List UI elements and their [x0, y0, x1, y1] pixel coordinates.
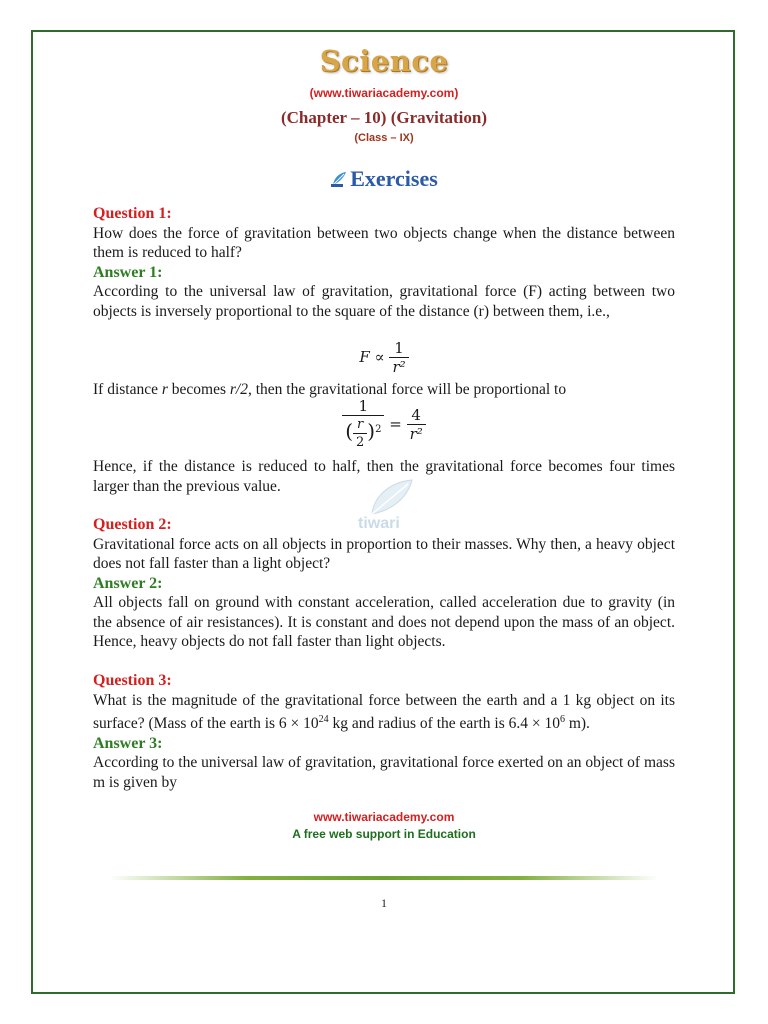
question-2-label: Question 2: [93, 516, 172, 533]
formula-2-denominator: ( $\frac{r}{2}$ )$^2$ [345, 417, 382, 450]
text-fragment: , then the gravitational force will be proportional to [247, 381, 567, 398]
var-r: r [161, 381, 168, 398]
answer-1-continuation [93, 380, 675, 400]
formula-2-inner-fraction [353, 416, 367, 452]
formula-2-rhs-denominator: r² [409, 425, 423, 443]
answer-3-label: Answer 3: [93, 734, 163, 752]
tiwari-logo-icon [330, 168, 348, 194]
text-fragment: becomes [167, 381, 230, 398]
footer-tagline: A free web support in Education [292, 827, 476, 841]
text-fragment: If distance [93, 381, 162, 398]
formula-2-rhs-numerator: 4 [407, 407, 426, 425]
section-heading-text: Exercises [350, 166, 438, 191]
question-1-label: Question 1: [93, 205, 172, 222]
header-url: (www.tiwariacademy.com) [309, 86, 459, 100]
inner-den: 2 [356, 435, 365, 450]
footer-divider [110, 876, 658, 880]
footer-url[interactable]: www.tiwariacademy.com [313, 810, 455, 824]
formula-2-numerator: 1 [342, 398, 384, 416]
question-3-text [93, 691, 675, 734]
answer-2-text: All objects fall on ground with constant acceleration, called acceleration due to gravity (in the absence of air resistances). It is constant and does not depend upon the mass of an object. Hence, heavy objects do not fall faster than light objects. [93, 594, 675, 650]
page-number: 1 [381, 896, 387, 910]
page-title: Science [319, 44, 449, 78]
formula-1-denominator: r² [392, 358, 406, 376]
answer-2-label: Answer 2: [93, 574, 163, 592]
text-fragment: kg and radius of the earth is 6.4 × 10 [328, 715, 560, 733]
formula-1-fraction [389, 340, 408, 376]
answer-3-text: According to the universal law of gravitation, gravitational force exerted on an object of mass m is given by [93, 754, 675, 791]
answer-1-label: Answer 1: [93, 263, 163, 281]
question-3-block [93, 671, 675, 792]
text-fragment: What is the magnitude of the gravitational force between the earth and a 1 kg object on its surface? (Mass of the earth is 6 × 10 [93, 691, 675, 733]
formula-2-equals: = [389, 415, 402, 433]
exponent: 24 [318, 714, 329, 725]
answer-1-conclusion: Hence, if the distance is reduced to half, then the gravitational force becomes four times larger than the previous value. [93, 458, 675, 495]
answer-1-distance-line [93, 380, 675, 400]
chapter-heading: (Chapter – 10) (Gravitation) [280, 108, 488, 127]
formula-1-lhs: F ∝ [359, 348, 385, 366]
question-1-text: How does the force of gravitation between two objects change when the distance between them is reduced to half? [93, 224, 675, 261]
inner-num: r [353, 416, 367, 434]
class-label: (Class – IX) [354, 132, 414, 144]
var-r-half: r/2 [229, 381, 248, 398]
question-2-block [93, 515, 675, 652]
answer-1-text: According to the universal law of gravitation, gravitational force (F) acting between two objects is inversely proportional to the square of the distance (r) between them, i.e., [93, 283, 675, 320]
formula-half-distance [0, 398, 768, 452]
watermark-text: tiwari [358, 515, 400, 532]
question-2-text: Gravitational force acts on all objects in proportion to their masses. Why then, a heavy object does not fall faster than a light object? [93, 535, 675, 572]
question-1-block [93, 204, 675, 321]
formula-2-lhs-fraction [342, 398, 384, 452]
formula-1-numerator: 1 [389, 340, 408, 358]
text-fragment: m). [564, 715, 590, 733]
question-3-label: Question 3: [93, 672, 172, 689]
formula-inverse-square [0, 340, 768, 376]
exponent: 6 [559, 714, 565, 725]
section-heading [0, 166, 768, 194]
formula-2-rhs-fraction [407, 407, 426, 443]
formula-2-power: 2 [375, 424, 382, 435]
